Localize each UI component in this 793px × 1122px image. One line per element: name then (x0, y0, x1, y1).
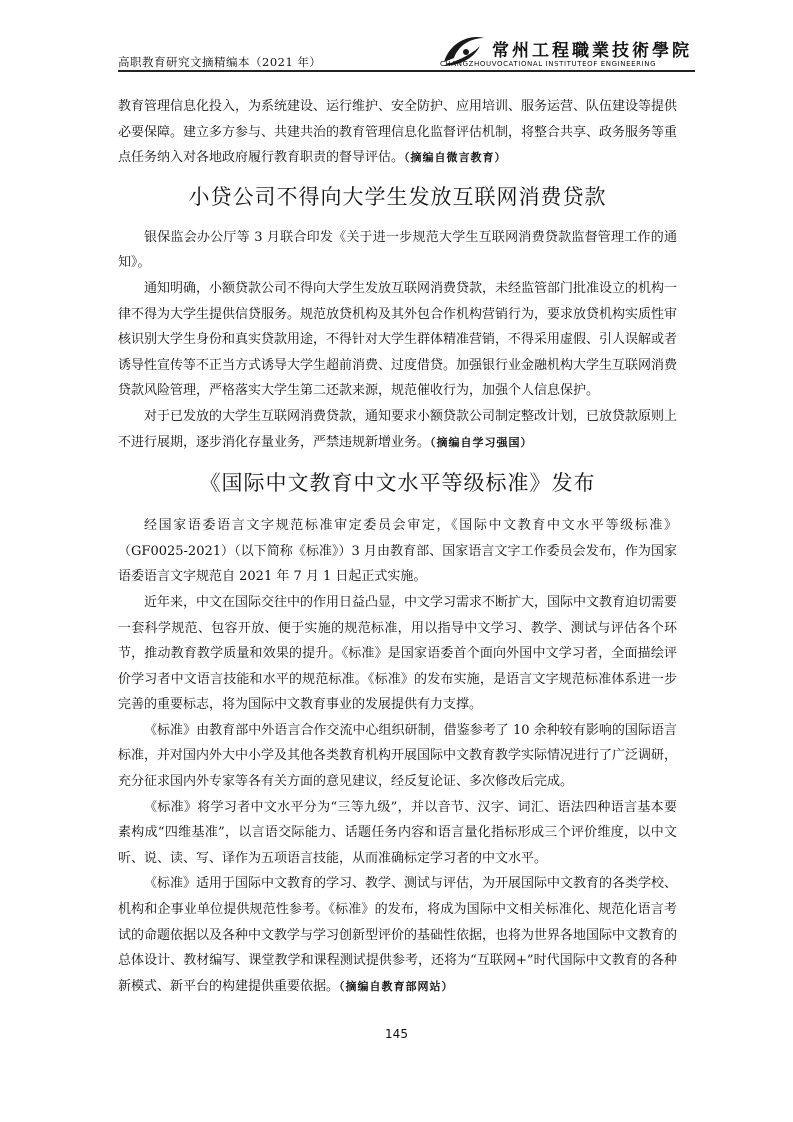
logo-chinese-name: 常州工程職業技術學院 (492, 41, 692, 61)
article-paragraph: 近年来，中文在国际交往中的作用日益凸显，中文学习需求不断扩大，国际中文教育迫切需要一套科学规范、包容开放、便于实施的规范标准，用以指导中文学习、教学、测试与评估各个环节，推动教育教学质量和效果的提升。《标准》是国家语委首个面向外国中文学习者，全面描绘评价学习者中文语言技能和水平的规范标准。《标准》的发布实施，是语言文字规范标准体系进一步完善的重要标志，将为国际中文教育事业的发展提供有力支撑。 (118, 594, 678, 713)
article-paragraph (118, 871, 677, 999)
college-logo (440, 32, 690, 74)
intro-text: 教育管理信息化投入，为系统建设、运行维护、安全防护、应用培训、服务运营、队伍建设等提供必要保障。建立多方参与、共建共治的教育管理信息化监督评估机制，将整合共享、政务服务等重点任务纳入对各地政府履行教育职责的督导评估。 (118, 99, 678, 166)
logo-english-name: CHANGZHOUVOCATIONAL INSTITUTEOF ENGINEERING (440, 60, 657, 68)
article-paragraph: 《标准》由教育部中外语言合作交流中心组织研制，借鉴参考了 10 余种较有影响的国际语言标准，并对国内外大中小学及其他各类教育机构开展国际中文教育教学实际情况进行了广泛调研，充分征求国内外专家等各有关方面的意见建议，经反复论证、多次修改后完成。 (118, 722, 678, 790)
running-title: 高职教育研究文摘精编本（2021 年） (118, 55, 322, 69)
header-divider (118, 70, 695, 72)
article-paragraph: 通知明确，小额贷款公司不得向大学生发放互联网消费贷款，未经监管部门批准设立的机构一律不得为大学生提供信贷服务。规范放贷机构及其外包合作机构营销行为，要求放贷机构实质性审核识别大学生身份和真实贷款用途，不得针对大学生群体精准营销，不得采用虚假、引人误解或者诱导性宣传等不正当方式诱导大学生超前消费、过度借贷。加强银行业金融机构大学生互联网消费贷款风险管理，严格落实大学生第二还款来源，规范催收行为，加强个人信息保护。 (118, 280, 678, 399)
article-paragraph: 银保监会办公厅等 3 月联合印发《关于进一步规范大学生互联网消费贷款监督管理工作的通知》。 (118, 229, 677, 271)
paragraph-text: 对于已发放的大学生互联网消费贷款，通知要求小额贷款公司制定整改计划，已放贷款原则上不进行展期，逐步消化存量业务，严禁违规新增业务。 (118, 408, 678, 450)
article-paragraph (118, 404, 677, 455)
article-title: 《国际中文教育中文水平等级标准》发布 (199, 471, 596, 496)
source-note: （摘编自教育部网站） (339, 979, 454, 993)
page-number: 145 (385, 1027, 408, 1041)
article-paragraph: 经国家语委语言文字规范标准审定委员会审定，《国际中文教育中文水平等级标准》（GF0025-2021）（以下简称《标准》）3 月由教育部、国家语言文字工作委员会发布，作为国家语委语言文字规范自 2021 年 7 月 1 日起正式实施。 (118, 518, 677, 585)
source-note: （摘编自学习强国） (430, 435, 533, 449)
article-title: 小贷公司不得向大学生发放互联网消费贷款 (188, 184, 607, 209)
intro-paragraph (118, 94, 677, 171)
article-paragraph: 《标准》将学习者中文水平分为“三等九级”，并以音节、汉字、词汇、语法四种语言基本要素构成“四维基准”，以言语交际能力、话题任务内容和语言量化指标形成三个评价维度，以中文听、说、读、写、译作为五项语言技能，从而准确标定学习者的中文水平。 (118, 799, 677, 866)
paragraph-text: 《标准》适用于国际中文教育的学习、教学、测试与评估，为开展国际中文教育的各类学校、机构和企事业单位提供规范性参考。《标准》的发布，将成为国际中文相关标准化、规范化语言考试的命题依据以及各种中文教学与学习创新型评价的基础性依据，也将为世界各地国际中文教育的总体设计、教材编写、课堂教学和课程测试提供参考，还将为“互联网+”时代国际中文教育的各种新模式、新平台的构建提供重要依据。 (118, 876, 678, 994)
page-body (118, 94, 677, 999)
source-note: （摘编自微言教育） (404, 151, 507, 165)
